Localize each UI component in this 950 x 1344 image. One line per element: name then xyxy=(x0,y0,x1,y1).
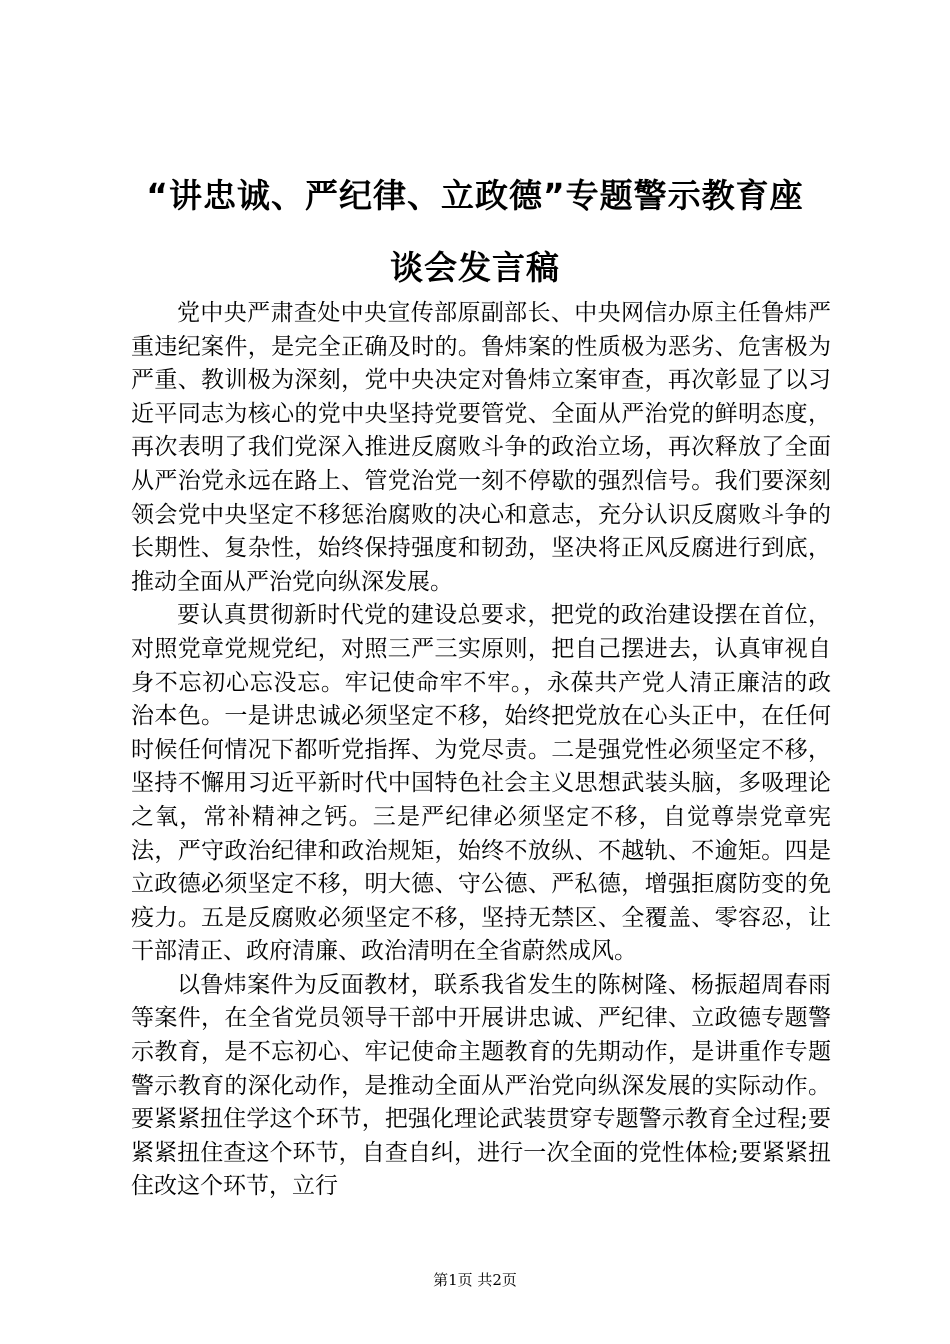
paragraph-1: 党中央严肃查处中央宣传部原副部长、中央网信办原主任鲁炜严重违纪案件，是完全正确及时的。鲁炜案的性质极为恶劣、危害极为严重、教训极为深刻，党中央决定对鲁炜立案审查，再次彰显了以习近平同志为核心的党中央坚持党要管党、全面从严治党的鲜明态度，再次表明了我们党深入推进反腐败斗争的政治立场，再次释放了全面从严治党永远在路上、管党治党一刻不停歇的强烈信号。我们要深刻领会党中央坚定不移惩治腐败的决心和意志，充分认识反腐败斗争的长期性、复杂性，始终保持强度和韧劲，坚决将正风反腐进行到底，推动全面从严治党向纵深发展。 xyxy=(131,300,831,595)
paragraph-3: 以鲁炜案件为反面教材，联系我省发生的陈树隆、杨振超周春雨等案件，在全省党员领导干部中开展讲忠诚、严纪律、立政德专题警示教育，是不忘初心、牢记使命主题教育的先期动作，是讲重作专题警示教育的深化动作，是推动全面从严治党向纵深发展的实际动作。要紧紧扭住学这个环节，把强化理论武装贯穿专题警示教育全过程;要紧紧扭住查这个环节，自查自纠，进行一次全面的党性体检;要紧紧扭住改这个环节，立行 xyxy=(131,971,831,1200)
page-footer: 第1页 共2页 xyxy=(433,1271,517,1289)
document-title xyxy=(110,160,840,304)
document-body xyxy=(131,297,831,1204)
title-line-1: “讲忠诚、严纪律、立政德”专题警示教育座 xyxy=(146,176,804,215)
title-line-2: 谈会发言稿 xyxy=(390,248,560,287)
paragraph-2: 要认真贯彻新时代党的建设总要求，把党的政治建设摆在首位，对照党章党规党纪，对照三严三实原则，把自己摆进去，认真审视自身不忘初心忘没忘。牢记使命牢不牢。，永葆共产党人清正廉洁的政治本色。一是讲忠诚必须坚定不移，始终把党放在心头正中，在任何时候任何情况下都听党指挥、为党尽责。二是强党性必须坚定不移，坚持不懈用习近平新时代中国特色社会主义思想武装头脑，多吸理论之氧，常补精神之钙。三是严纪律必须坚定不移，自觉尊崇党章宪法，严守政治纪律和政治规矩，始终不放纵、不越轨、不逾矩。四是立政德必须坚定不移，明大德、守公德、严私德，增强拒腐防变的免疫力。五是反腐败必须坚定不移，坚持无禁区、全覆盖、零容忍，让干部清正、政府清廉、政治清明在全省蔚然成风。 xyxy=(131,602,831,965)
